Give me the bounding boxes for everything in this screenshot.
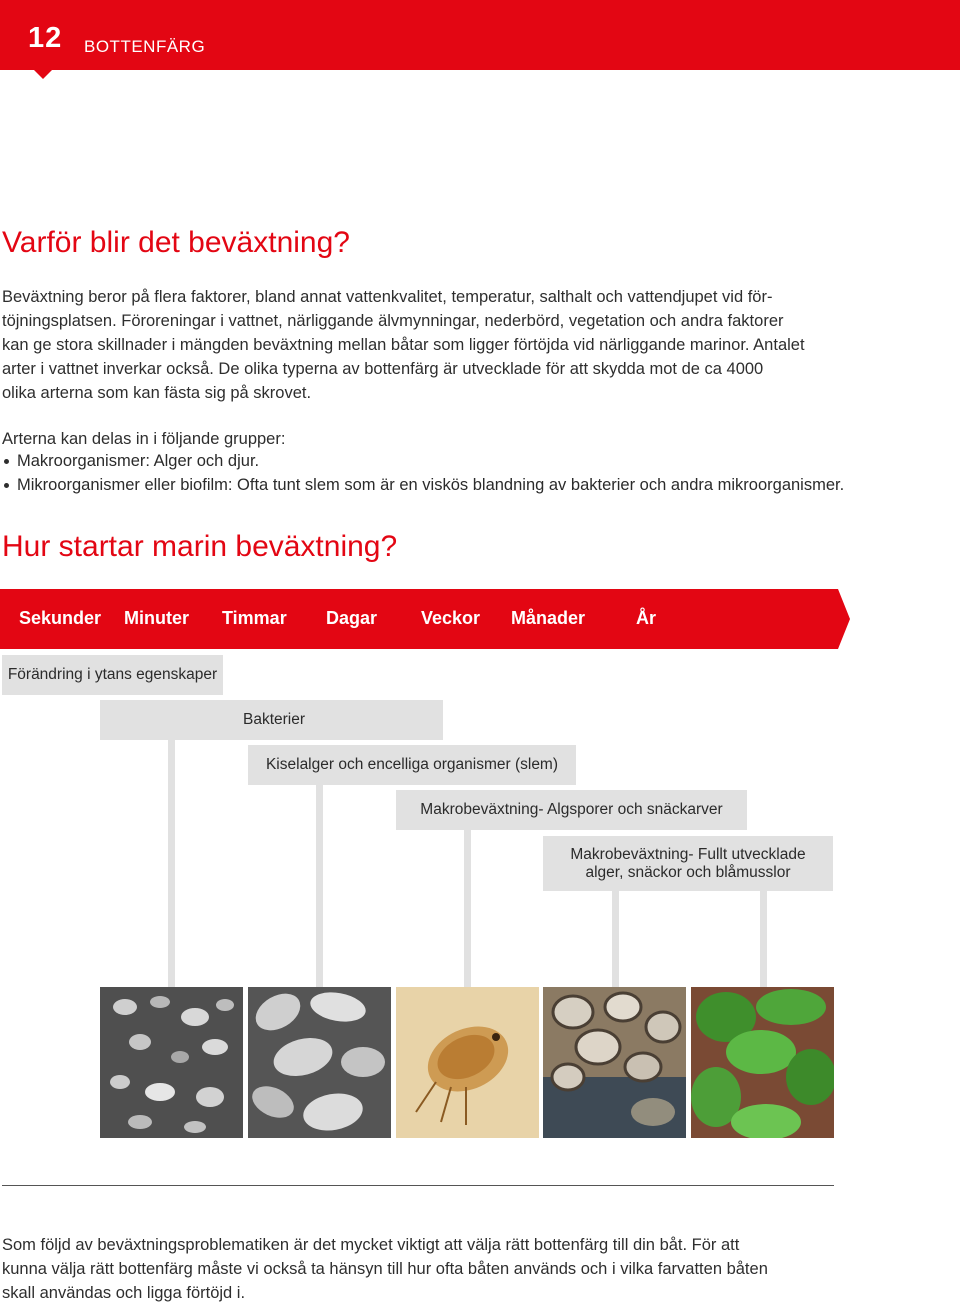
timescale-weeks: Veckor (421, 608, 481, 628)
stage-bacteria: Bakterier (100, 700, 443, 740)
connector-line (168, 740, 175, 987)
connector-line (612, 891, 619, 987)
intro-line: kan ge stora skillnader i mängden beväxtning mellan båtar som ligger förtöjda vid närliggande marinor. Antalet (2, 336, 805, 354)
section-title-why: Varför blir det beväxtning? (2, 226, 350, 259)
photo-barnacle-larva (396, 987, 539, 1138)
header-bar (0, 0, 960, 70)
list-item: Makroorganismer: Alger och djur. (2, 449, 902, 473)
intro-line: töjningsplatsen. Föroreningar i vattnet, närliggande älvmynningar, nederbörd, vegetation och andra faktorer (2, 312, 784, 330)
timescale-months: Månader (511, 608, 586, 628)
divider (2, 1185, 834, 1186)
photo-green-algae (691, 987, 834, 1138)
page-number: 12 (28, 22, 63, 54)
closing-line: Som följd av beväxtningsproblematiken är det mycket viktigt att välja rätt bottenfärg till din båt. För att (2, 1236, 740, 1254)
stage-macro-spores: Makrobeväxtning- Algsporer och snäckarver (396, 790, 747, 830)
photo-bacteria (100, 987, 243, 1138)
timescale-days: Dagar (326, 608, 378, 628)
timescale-arrow (838, 589, 850, 649)
intro-paragraph (2, 285, 852, 405)
connector-line (316, 785, 323, 987)
stage-macro-mature-line1: Makrobeväxtning- Fullt utvecklade (570, 845, 806, 863)
connector-line (464, 830, 471, 987)
connector-line (760, 891, 767, 987)
intro-line: Beväxtning beror på flera faktorer, bland annat vattenkvalitet, temperatur, salthalt och vattendjupet vid för- (2, 288, 773, 306)
stage-macro-mature-line2: alger, snäckor och blåmusslor (585, 863, 791, 881)
stage-surface-change: Förändring i ytans egenskaper (2, 655, 223, 695)
groups-list (2, 449, 902, 497)
stage-macro-mature (543, 836, 833, 891)
timescale-years: År (636, 608, 657, 628)
photo-diatoms (248, 987, 391, 1138)
timescale-hours: Timmar (222, 608, 287, 628)
groups-intro: Arterna kan delas in i följande grupper: (2, 430, 286, 448)
header-notch (34, 70, 52, 79)
intro-line: olika arterna som kan fästa sig på skrovet. (2, 384, 312, 402)
list-item: Mikroorganismer eller biofilm: Ofta tunt slem som är en viskös blandning av bakterier och andra mikroorganismer. (2, 473, 902, 497)
closing-line: kunna välja rätt bottenfärg måste vi också ta hänsyn till hur ofta båten används och i vilka farvatten båten (2, 1260, 768, 1278)
section-label: BOTTENFÄRG (84, 37, 206, 56)
timescale-seconds: Sekunder (19, 608, 102, 628)
closing-paragraph (2, 1233, 902, 1305)
closing-line: skall användas och ligga förtöjd i. (2, 1284, 246, 1302)
intro-line: arter i vattnet inverkar också. De olika typerna av bottenfärg är utvecklade för att skydda mot de ca 4000 (2, 360, 764, 378)
photo-barnacles (543, 987, 686, 1138)
timescale-minutes: Minuter (124, 608, 189, 628)
stage-diatoms: Kiselalger och encelliga organismer (slem) (248, 745, 576, 785)
section-title-how: Hur startar marin beväxtning? (2, 530, 398, 563)
